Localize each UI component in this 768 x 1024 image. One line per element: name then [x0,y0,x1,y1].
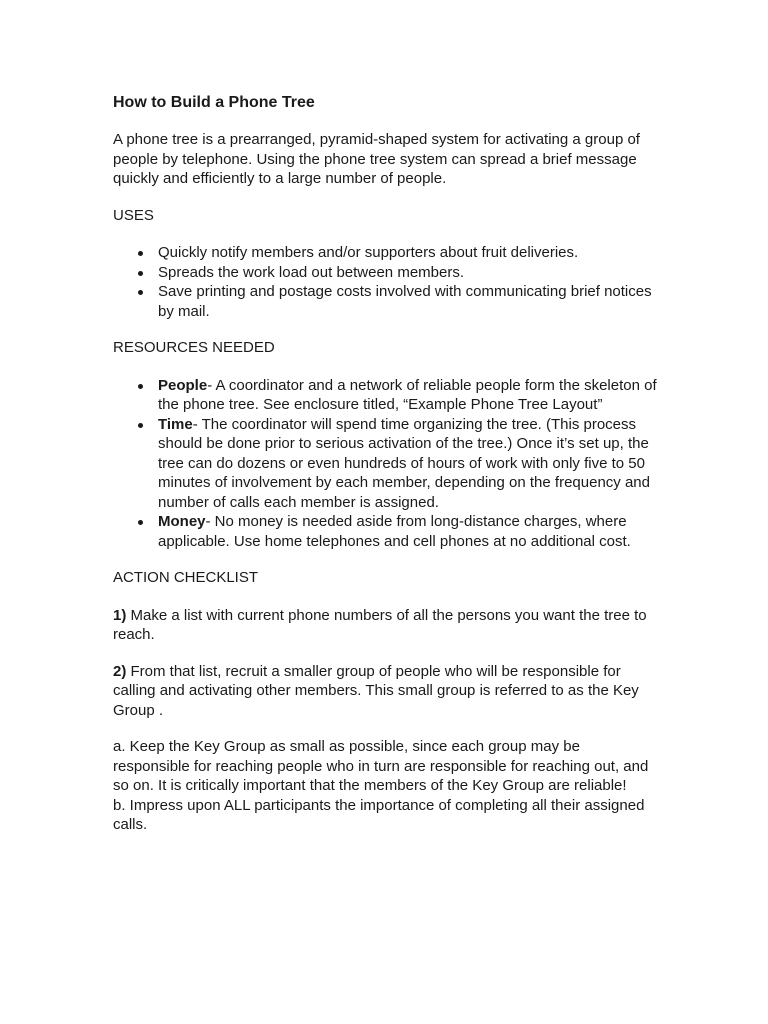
checklist-note: a. Keep the Key Group as small as possible, since each group may be responsible for reaching people who in turn are responsible for reaching out, and so on. It is critically important that the members of the Key Group are reliable! [113,738,649,794]
step-text: From that list, recruit a smaller group of people who will be responsible for calling and activating other members. This small group is referred to as the Key Group . [113,662,639,719]
resources-list [113,376,658,552]
bullet-icon [138,520,143,525]
step-number: 2) [113,662,127,680]
checklist-note: b. Impress upon ALL participants the importance of completing all their assigned calls. [113,796,645,833]
step-text: Make a list with current phone numbers of all the persons you want the tree to reach. [113,606,647,643]
resource-term: Time [158,415,193,433]
list-item-text: Save printing and postage costs involved with communicating brief notices by mail. [158,283,652,320]
resources-heading: RESOURCES NEEDED [113,339,275,356]
bullet-icon [138,251,143,256]
bullet-icon [138,423,143,428]
resource-text: - The coordinator will spend time organizing the tree. (This process should be done prior to serious activation of the tree.) Once it’s set up, the tree can do dozens or even hundreds of hours of work with only five to 50 minutes of involvement by each member, depending on the frequency and number of calls each member is assigned. [158,415,650,511]
bullet-icon [138,384,143,389]
checklist-step [113,606,658,645]
intro-paragraph: A phone tree is a prearranged, pyramid-shaped system for activating a group of people by telephone. Using the phone tree system can spread a brief message quickly and efficiently to a large number of people. [113,131,640,187]
bullet-icon [138,290,143,295]
bullet-icon [138,271,143,276]
list-item [113,282,658,321]
list-item [113,263,658,283]
document-page [113,93,658,835]
list-item [113,243,658,263]
list-item [113,415,658,513]
list-item-text: Quickly notify members and/or supporters about fruit deliveries. [158,244,579,261]
resource-text: - No money is needed aside from long-distance charges, where applicable. Use home telephones and cell phones at no additional cost. [158,513,631,550]
resource-text: - A coordinator and a network of reliable people form the skeleton of the phone tree. See enclosure titled, “Example Phone Tree Layout” [158,376,657,413]
checklist-heading: ACTION CHECKLIST [113,569,259,586]
step-number: 1) [113,606,127,624]
uses-list [113,243,658,321]
uses-heading: USES [113,206,154,224]
list-item [113,512,658,551]
resource-term: Money [158,513,206,530]
list-item [113,376,658,415]
resource-term: People [158,376,208,394]
document-title: How to Build a Phone Tree [113,94,315,111]
checklist-step [113,662,658,721]
list-item-text: Spreads the work load out between members. [158,263,464,281]
